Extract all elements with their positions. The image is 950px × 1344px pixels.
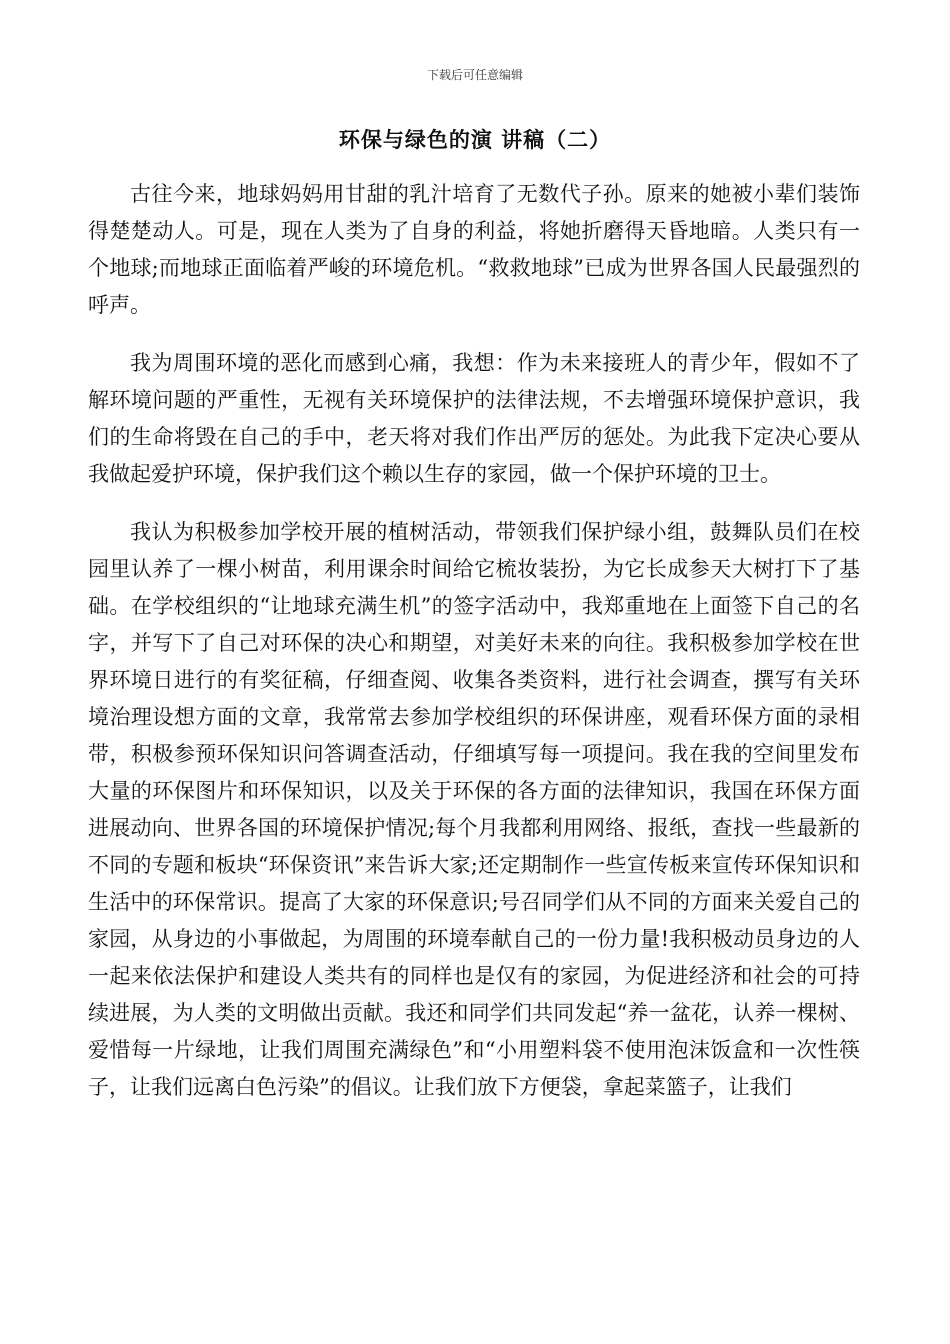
document-body	[88, 176, 860, 1127]
page-title: 环保与绿色的演 讲稿（二）	[338, 128, 612, 152]
paragraph-3: 我认为积极参加学校开展的植树活动，带领我们保护绿小组，鼓舞队员们在校园里认养了一棵小树苗，利用课余时间给它梳妆装扮，为它长成参天大树打下了基础。在学校组织的“让地球充满生机”的签字活动中，我郑重地在上面签下自己的名字，并写下了自己对环保的决心和期望，对美好未来的向往。我积极参加学校在世界环境日进行的有奖征稿，仔细查阅、收集各类资料，进行社会调查，撰写有关环境治理设想方面的文章，我常常去参加学校组织的环保讲座，观看环保方面的录相带，积极参预环保知识问答调查活动，仔细填写每一项提问。我在我的空间里发布大量的环保图片和环保知识，以及关于环保的各方面的法律知识，我国在环保方面进展动向、世界各国的环境保护情况;每个月我都利用网络、报纸，查找一些最新的不同的专题和板块“环保资讯”来告诉大家;还定期制作一些宣传板来宣传环保知识和生活中的环保常识。提高了大家的环保意识;号召同学们从不同的方面来关爱自己的家园，从身边的小事做起，为周围的环境奉献自己的一份力量!我积极动员身边的人一起来依法保护和建设人类共有的同样也是仅有的家园，为促进经济和社会的可持续进展，为人类的文明做出贡献。我还和同学们共同发起“养一盆花，认养一棵树、爱惜每一片绿地，让我们周围充满绿色”和“小用塑料袋不使用泡沫饭盒和一次性筷子，让我们远离白色污染”的倡议。让我们放下方便袋，拿起菜篮子，让我们	[88, 520, 860, 1099]
header-note: 下载后可任意编辑	[426, 68, 523, 82]
paragraph-1: 古往今来，地球妈妈用甘甜的乳汁培育了无数代子孙。原来的她被小辈们装饰得楚楚动人。可是，现在人类为了自身的利益，将她折磨得天昏地暗。人类只有一个地球;而地球正面临着严峻的环境危机。“救救地球”已成为世界各国人民最强烈的呼声。	[88, 182, 860, 317]
paragraph-2: 我为周围环境的恶化而感到心痛，我想：作为未来接班人的青少年，假如不了解环境问题的严重性，无视有关环境保护的法律法规，不去增强环境保护意识，我们的生命将毁在自己的手中，老天将对我们作出严厉的惩处。为此我下定决心要从我做起爱护环境，保护我们这个赖以生存的家园，做一个保护环境的卫士。	[88, 351, 860, 486]
